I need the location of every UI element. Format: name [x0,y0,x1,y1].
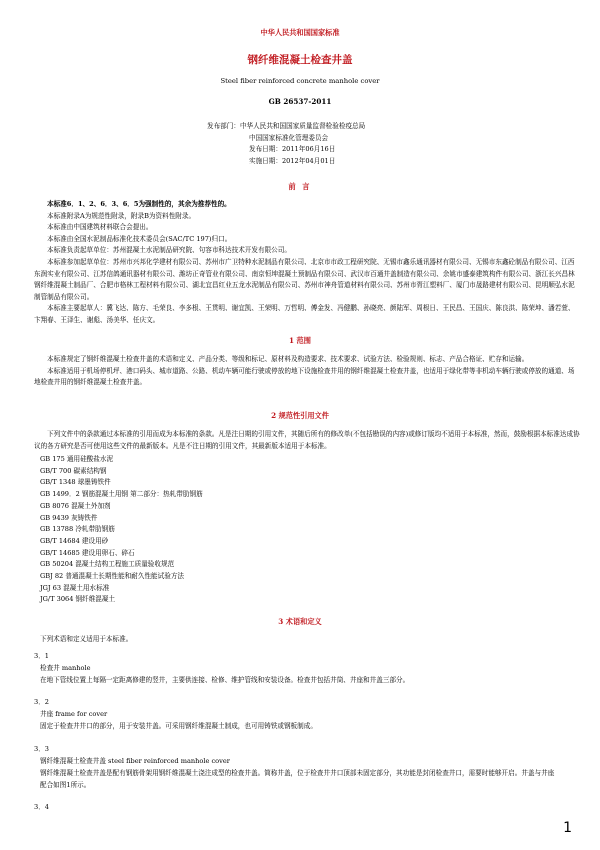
term-definition: 在地下管线位置上每隔一定距离修建的竖井，主要供连接、检修、维护管线和安装设备。检查井包括井筒、井座和井盖三部分。 [40,676,410,684]
reference-item: JGJ 63 混凝土用水标准 [40,583,110,592]
reference-item: GB/T 14684 建设用砂 [40,536,109,545]
release-date: 发布日期：2011年06月16日 [249,145,336,154]
page-number: 1 [563,820,572,836]
reference-item: JG/T 3064 钢纤维混凝土 [40,595,116,604]
foreword-line: 本标准附录A为规范性附录，附录B为资料性附录。 [47,211,196,220]
national-standard-label: 中华人民共和国国家标准 [260,28,340,37]
participants-paragraph: 本标准参加起草单位：苏州市兴邦化学建材有限公司、苏州市广卫特种水泥制品有限公司、北京市市政工程研究院、无锡市鑫乐通讯器材有限公司、无锡市东鑫砼制品有限公司、江西东润实业有限公司、江苏信鸽通讯器材有限公司、潍坊正奇管业有限公司、南京恒坤混凝土预制品有限公司、武汉市百通井盖制造有限公司、余姚市盛泰建筑构件有限公司、浙江长兴昌林钢纤维混凝土制品厂、合肥市格林工程材料有限公司、湖北宜昌红业五龙水泥制品有限公司、苏州市神舟管道材料有限公司、苏州市胥江塑料厂、厦门市晟路建材有限公司、昆明顺弘水泥制管制品有限公司。 [34,257,575,301]
section-1-body [0,354,600,389]
reference-item: GB 1499．2 钢筋混凝土用钢 第二部分：热轧带肋钢筋 [40,490,203,499]
reference-item: GBJ 82 普通混凝土长期性能和耐久性能试验方法 [40,572,185,581]
implement-date: 实施日期：2012年04月01日 [249,156,336,165]
references-intro: 下列文件中的条款通过本标准的引用而成为本标准的条款。凡是注日期的引用文件，其随后所有的修改单(不包括勘误的内容)或修订版均不适用于本标准，然而，鼓励根据本标准达成协议的各方研究是否可使用这些文件的最新版本。凡是不注日期的引用文件，其最新版本适用于本标准。 [34,430,580,450]
publish-info [207,121,507,167]
term-name: 钢纤维混凝土检查井盖 steel fiber reinforced manhole cover [40,757,230,765]
section-1-heading: 1 范围 [289,336,311,345]
english-title: Steel fiber reinforced concrete manhole cover [220,77,380,85]
reference-item: GB 9439 灰铸铁件 [40,513,98,522]
section-3-intro: 下列术语和定义适用于本标准。 [40,635,133,643]
standard-code: GB 26537-2011 [268,97,332,106]
term-number: 3．3 [34,745,49,753]
reference-item: GB 8076 混凝土外加剂 [40,501,111,510]
section-2-intro [0,429,600,452]
reference-item: GB/T 14685 建设用卵石、碎石 [40,548,135,557]
reference-item: GB 13788 冷轧带肋钢筋 [40,525,115,534]
drafters-paragraph: 本标准主要起草人：冀飞达、陈方、毛荣良、李多根、王贯明、谢宜凯、王荣明、万哲明、傅金发、冯健鹏、孙晓亮、颜陆军、周根日、王民昌、王国庆、陈良洪、陈荣坤、潘若萱、卞翔春、王泽生、谢彪、汤美华、任庆文。 [34,304,575,324]
foreword-line: 本标准由全国水泥制品标准化技术委员会(SAC/TC 197)归口。 [47,234,232,243]
section-3-heading: 3 术语和定义 [278,617,322,626]
term-number: 3．4 [34,803,49,811]
section-2-heading: 2 规范性引用文件 [271,411,329,420]
term-name: 检查井 manhole [40,664,91,672]
term-name: 井座 frame for cover [40,710,108,718]
reference-item: GB/T 700 碳素结构钢 [40,466,107,475]
normative-references-list [0,454,560,606]
foreword-line: 本标准由中国建筑材料联合会提出。 [47,223,153,232]
foreword-heading: 前 言 [288,182,312,191]
term-definition: 固定于检查井井口的部分，用于安装井盖。可采用钢纤维混凝土制成，也可用铸铁或钢板制成。 [40,722,317,730]
mandatory-clause: 本标准6．1、2、6．3、6．5为强制性的，其余为推荐性的。 [47,200,231,208]
reference-item: GB/T 1348 球墨铸铁件 [40,478,111,487]
scope-paragraph: 本标准适用于机场停机坪、港口码头、城市道路、公路、机动车辆可能行驶或停放的地下设施检查井用的钢纤维混凝土检查井盖，也适用于绿化带等非机动车辆行驶或停放的通道、场地检查井用的钢纤维混凝土检查井盖。 [34,366,575,387]
foreword-body [0,199,600,327]
publish-dept-2: 中国国家标准化管理委员会 [249,133,329,142]
scope-paragraph: 本标准规定了钢纤维混凝土检查井盖的术语和定义、产品分类、等级和标记、原材料及构造要求、技术要求、试验方法、检验规则、标志、产品合格证、贮存和运输。 [47,355,529,363]
term-number: 3．1 [34,652,49,660]
document-title: 钢纤维混凝土检查井盖 [247,54,353,66]
publish-dept-1: 发布部门：中华人民共和国国家质量监督检验检疫总局 [207,122,366,130]
reference-item: GB 50204 混凝土结构工程施工质量验收规范 [40,560,175,569]
reference-item: GB 175 通用硅酸盐水泥 [40,455,114,463]
term-definition: 钢纤维混凝土检查井盖是配有钢筋骨架用钢纤维混凝土浇注成型的检查井盖。简称井盖，位于检查井井口顶部未固定部分，其功能是封闭检查井口，需要时能够开启。井盖与井座配合如图1所示。 [40,769,555,789]
foreword-line: 本标准负责起草单位：苏州混凝土水泥制品研究院、句容市科达技术开发有限公司。 [47,246,291,255]
term-number: 3．2 [34,698,49,706]
